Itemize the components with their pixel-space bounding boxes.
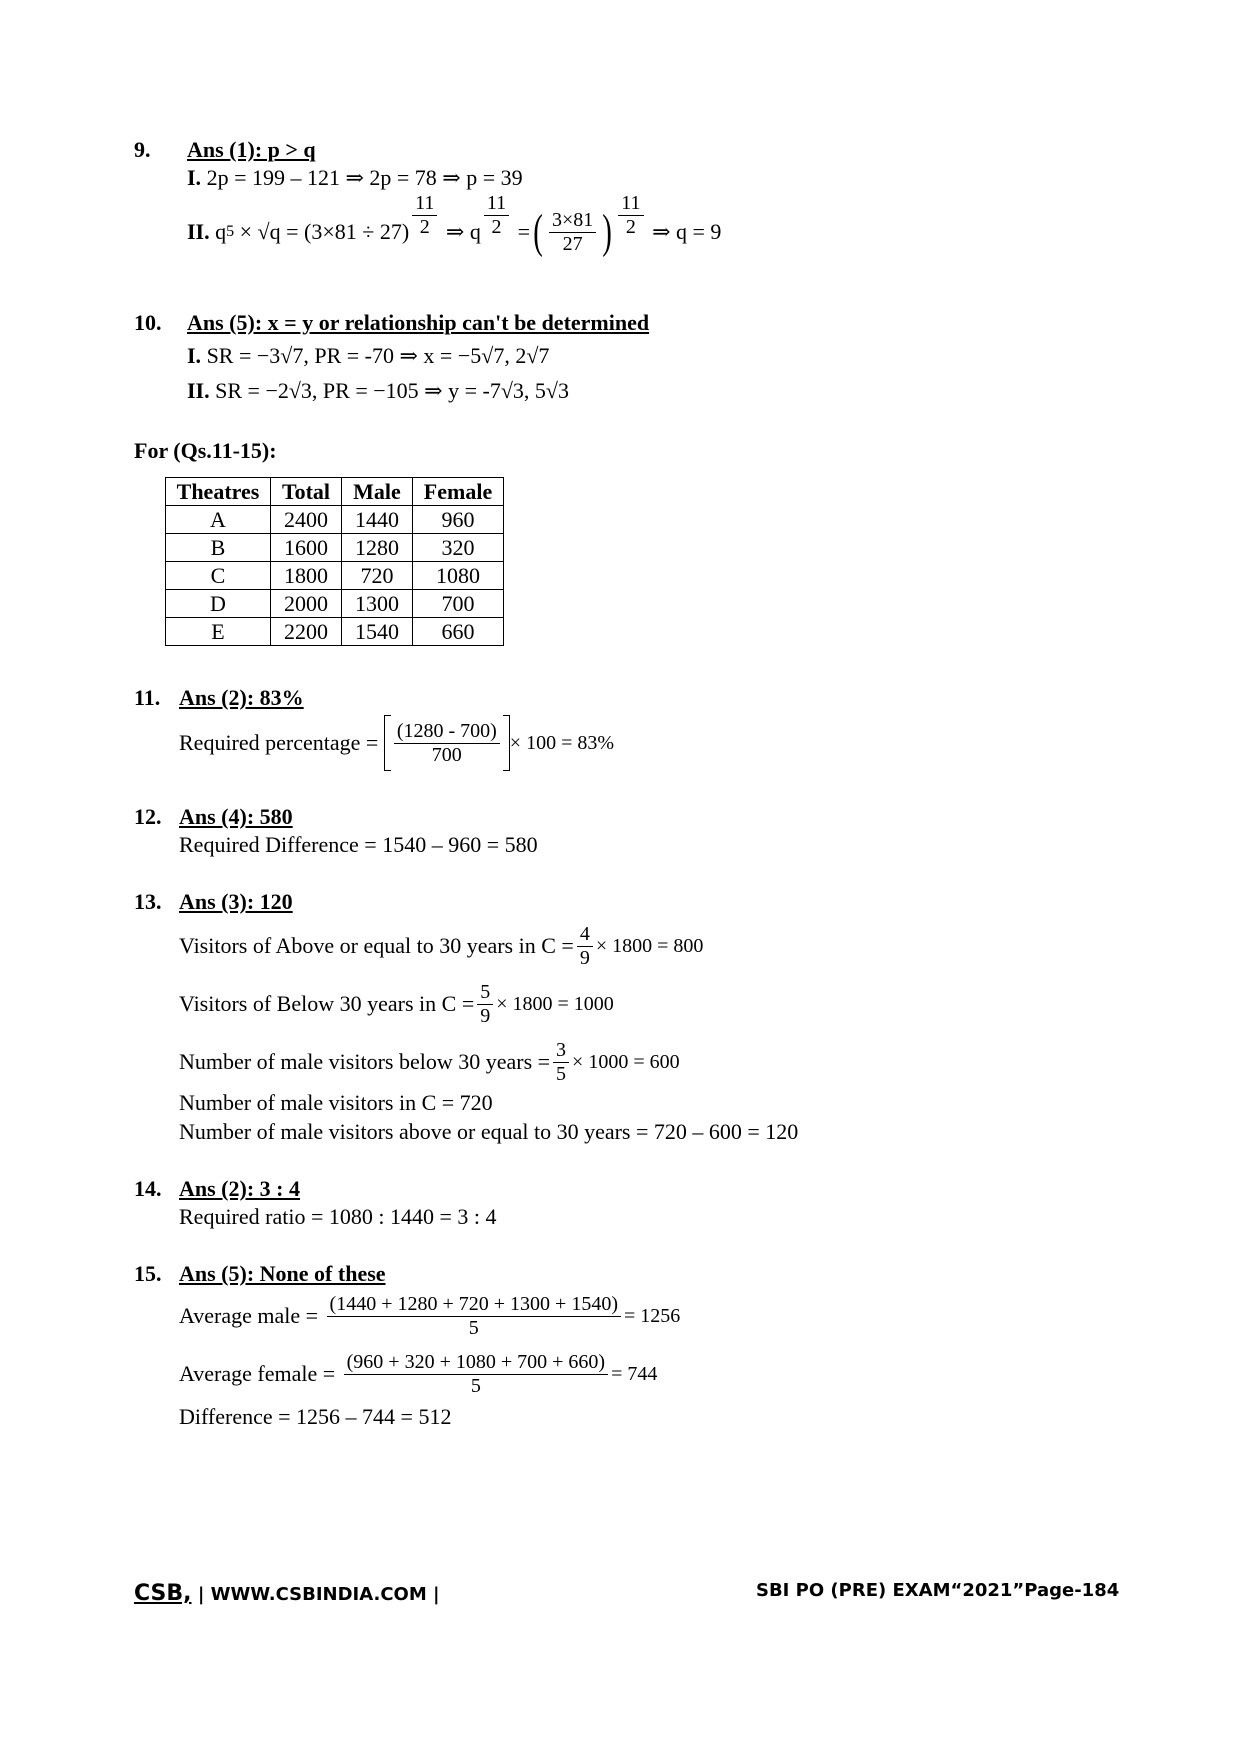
q15-f1-num: (1440 + 1280 + 720 + 1300 + 1540) [327,1293,621,1317]
q13-step-2-result: × 1800 = 1000 [496,992,614,1015]
q9-q: q [215,219,227,244]
q10-number: 10. [134,310,162,335]
q9-answer [187,137,316,163]
table-cell: D [166,590,271,618]
q13-step-1-text: Visitors of Above or equal to 30 years in C = [179,933,574,958]
table-cell: 1080 [413,562,504,590]
q15-f2-den: 5 [470,1374,481,1397]
q9-exp1-den: 2 [419,216,430,238]
footer-brand-logo: CSB, [134,1581,192,1606]
q11-answer [179,685,304,711]
table-row [166,562,504,590]
q9-exp2-den: 2 [491,216,502,238]
q13-step-5: Number of male visitors above or equal to 30 years = 720 – 600 = 120 [179,1119,799,1144]
theatre-table [165,477,504,646]
table-cell: 1440 [342,506,413,534]
table-header-cell: Male [342,478,413,506]
table-cell: 2200 [271,618,342,646]
q15-step-2-fraction [344,1351,608,1398]
q9-paren-group: ( $\frac{3\times 81}{27}$ ) [533,205,613,258]
q10-step-2-label: II. [187,378,210,403]
q15-answer-text: Ans (5): None of these [179,1261,386,1286]
table-cell: 660 [413,618,504,646]
q11-number: 11. [134,685,161,710]
q13-step-4: Number of male visitors in C = 720 [179,1090,493,1115]
table-cell: 1300 [342,590,413,618]
q11-answer-text: Ans (2): 83% [179,685,304,710]
q13-f3-num: 3 [553,1039,569,1063]
q10-step-1 [187,343,549,369]
q15-number: 15. [134,1261,162,1286]
q13-step-3-fraction [553,1039,569,1086]
q15-step-1-fraction [327,1293,621,1340]
q11-frac-den: 700 [431,743,462,766]
table-cell: 2400 [271,506,342,534]
table-row [166,590,504,618]
q13-step-2-text: Visitors of Below 30 years in C = [179,991,475,1016]
table-cell: 1600 [271,534,342,562]
q9-exp1-num: 11 [412,192,437,216]
q13-step-3-text: Number of male visitors below 30 years = [179,1049,551,1074]
q9-exp-fraction-3 [618,192,643,239]
q14-answer-text: Ans (2): 3 : 4 [179,1176,300,1201]
table-header-cell: Female [413,478,504,506]
table-cell: E [166,618,271,646]
q15-step-2-text: Average female = [179,1361,336,1386]
q13-step-3 [179,1034,680,1090]
q13-answer-text: Ans (3): 120 [179,889,293,914]
table-header-cell: Total [271,478,342,506]
table-header-cell: Theatres [166,478,271,506]
q9-step-1-text: 2p = 199 – 121 ⇒ 2p = 78 ⇒ p = 39 [206,165,523,190]
q9-step-2-label: II. [187,219,210,244]
q13-step-1 [179,918,703,974]
table-cell: C [166,562,271,590]
q9-step-1 [187,165,523,191]
table-cell: 1800 [271,562,342,590]
table-cell: 320 [413,534,504,562]
q10-step-2 [187,378,569,404]
q15-f2-num: (960 + 320 + 1080 + 700 + 660) [344,1351,608,1375]
q9-equals: = [517,219,531,244]
q13-f1-num: 4 [577,923,593,947]
q10-answer-text: Ans (5): x = y or relationship can't be determined [187,310,650,335]
table-cell: 960 [413,506,504,534]
q9-exp2-num: 11 [484,192,509,216]
q10-answer [187,310,649,336]
table-cell: 1540 [342,618,413,646]
q12-answer [179,804,293,830]
table-row [166,506,504,534]
q9-step-1-label: I. [187,165,202,190]
q11-result: × 100 = 83% [509,731,615,754]
q12-answer-text: Ans (4): 580 [179,804,293,829]
q15-step-1 [179,1288,680,1344]
q11-label: Required percentage = [179,730,379,755]
q13-f1-den: 9 [579,946,590,969]
q11-calc [179,712,614,774]
q9-arrow: ⇒ q [445,219,481,244]
q13-step-2-fraction [477,981,493,1028]
q13-f2-den: 9 [480,1004,491,1027]
q9-step-2-mid: × √q = (3×81 ÷ 27) [239,219,410,244]
q13-number: 13. [134,889,162,914]
q12-number: 12. [134,804,162,829]
q9-frac-den: 27 [562,232,583,255]
q11-frac-num: (1280 - 700) [394,720,500,744]
section-heading: For (Qs.11-15): [134,438,277,463]
q13-step-2 [179,976,614,1032]
footer-website-link[interactable]: | WWW.CSBINDIA.COM | [197,1584,440,1605]
q15-step-3: Difference = 1256 – 744 = 512 [179,1404,452,1429]
q9-exp-fraction-1 [412,192,437,239]
q11-bracket [384,715,510,771]
table-row [166,534,504,562]
table-cell: 720 [342,562,413,590]
q9-step-2 [187,192,721,272]
q9-answer-text: Ans (1): p > q [187,137,316,162]
q15-step-2-result: = 744 [611,1362,658,1385]
table-cell: B [166,534,271,562]
q13-f2-num: 5 [477,981,493,1005]
q14-answer [179,1176,300,1202]
table-header-row [166,478,504,506]
q15-answer [179,1261,386,1287]
table-row [166,618,504,646]
q9-exp-fraction-2 [484,192,509,239]
table-cell: A [166,506,271,534]
q13-step-1-fraction [577,923,593,970]
table-cell: 1280 [342,534,413,562]
q9-exponent: 5 [226,223,235,240]
q13-answer [179,889,293,915]
footer-brand [134,1581,440,1606]
q15-step-1-result: = 1256 [623,1304,681,1327]
q10-step-1-text: SR = −3√7, PR = -70 ⇒ x = −5√7, 2√7 [206,343,550,368]
q10-step-2-text: SR = −2√3, PR = −105 ⇒ y = -7√3, 5√3 [215,378,569,403]
q9-frac-num: 3×81 [549,209,596,233]
q9-exp3-den: 2 [625,216,636,238]
q14-number: 14. [134,1176,162,1201]
q13-step-3-result: × 1000 = 600 [572,1050,680,1073]
q15-f1-den: 5 [468,1316,479,1339]
q15-step-1-text: Average male = [179,1303,319,1328]
q12-calc: Required Difference = 1540 – 960 = 580 [179,832,538,857]
q9-result: ⇒ q = 9 [652,219,722,244]
q10-step-1-label: I. [187,343,202,368]
q13-step-1-result: × 1800 = 800 [595,934,704,957]
footer-page-label: SBI PO (PRE) EXAM“2021”Page-184 [756,1580,1120,1601]
q9-number: 9. [134,137,151,162]
q9-exp3-num: 11 [618,192,643,216]
table-cell: 2000 [271,590,342,618]
q14-calc: Required ratio = 1080 : 1440 = 3 : 4 [179,1204,497,1229]
table-cell: 700 [413,590,504,618]
q13-f3-den: 5 [556,1062,567,1085]
q15-step-2 [179,1346,657,1402]
